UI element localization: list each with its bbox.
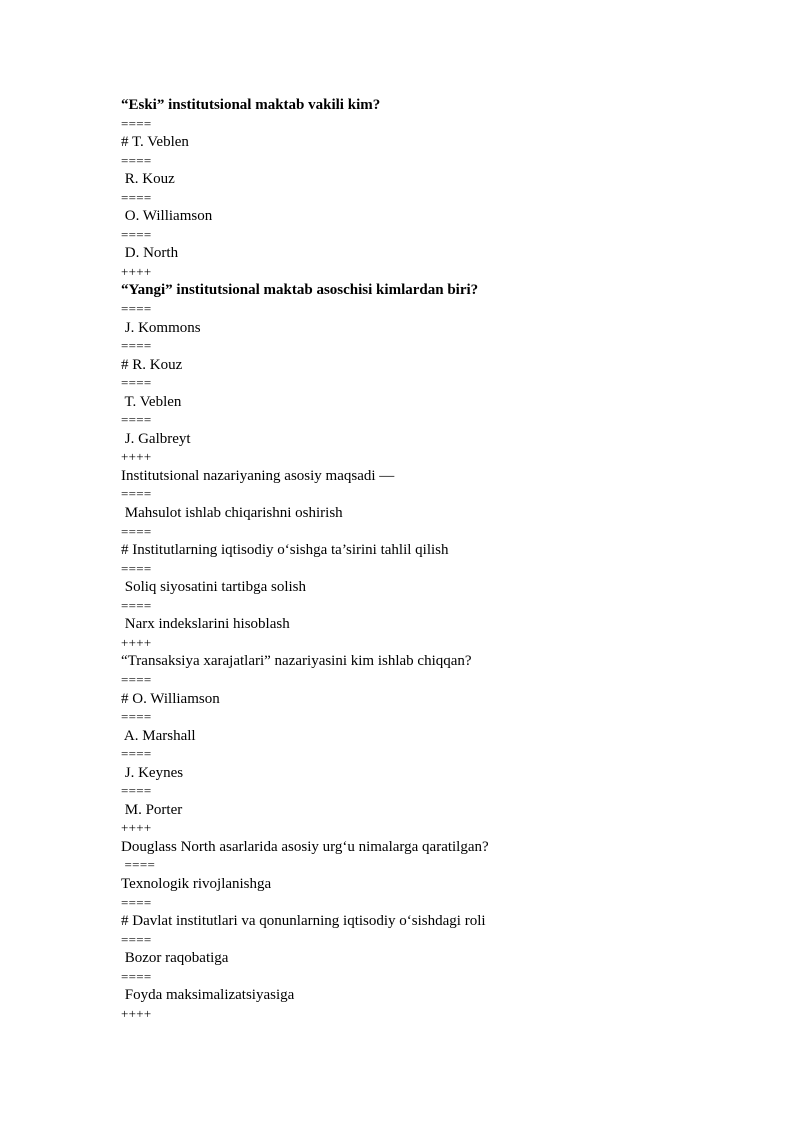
separator-line: ==== [121, 671, 152, 687]
answer-option: A. Marshall [121, 727, 196, 744]
separator-line: ==== [121, 523, 152, 539]
answer-option: R. Kouz [121, 171, 175, 188]
question-text: Institutsional nazariyaning asosiy maqsadi — [121, 467, 395, 484]
separator-line: ==== [121, 783, 152, 799]
separator-line: ==== [121, 746, 152, 762]
separator-line: ++++ [121, 263, 152, 279]
separator-line: ==== [121, 301, 152, 317]
answer-option: # R. Kouz [121, 356, 183, 373]
separator-line: ==== [121, 709, 152, 725]
separator-line: ++++ [121, 449, 152, 465]
separator-line: ==== [121, 486, 152, 502]
answer-option: # Institutlarning iqtisodiy o‘sishga ta’sirini tahlil qilish [121, 542, 449, 559]
answer-option: Texnologik rivojlanishga [121, 875, 272, 892]
answer-option: Soliq siyosatini tartibga solish [121, 579, 307, 596]
separator-line: ==== [121, 338, 152, 354]
answer-option: Foyda maksimalizatsiyasiga [121, 987, 295, 1004]
separator-line: ==== [121, 857, 156, 873]
answer-option: # T. Veblen [121, 134, 189, 151]
separator-line: ==== [121, 894, 152, 910]
answer-option: J. Galbreyt [121, 430, 191, 447]
separator-line: ==== [121, 597, 152, 613]
question-text: “Eski” institutsional maktab vakili kim? [121, 97, 381, 113]
question-text: Douglass North asarlarida asosiy urg‘u nimalarga qaratilgan? [121, 838, 489, 855]
separator-line: ==== [121, 226, 152, 242]
separator-line: ==== [121, 412, 152, 428]
separator-line: ==== [121, 560, 152, 576]
separator-line: ==== [121, 931, 152, 947]
question-text: “Yangi” institutsional maktab asoschisi kimlardan biri? [121, 282, 479, 299]
answer-option: Narx indekslarini hisoblash [121, 616, 290, 633]
question-text: “Transaksiya xarajatlari” nazariyasini kim ishlab chiqqan? [121, 653, 472, 670]
separator-line: ++++ [121, 820, 152, 836]
answer-option: D. North [121, 245, 179, 262]
separator-line: ==== [121, 375, 152, 391]
separator-line: ==== [121, 152, 152, 168]
answer-option: T. Veblen [121, 393, 182, 410]
answer-option: # Davlat institutlari va qonunlarning iqtisodiy o‘sishdagi roli [121, 913, 486, 930]
test-content [121, 96, 761, 1023]
answer-option: # O. Williamson [121, 690, 220, 707]
answer-option: Mahsulot ishlab chiqarishni oshirish [121, 505, 343, 522]
answer-option: Bozor raqobatiga [121, 950, 229, 967]
separator-line: ==== [121, 968, 152, 984]
separator-line: ++++ [121, 1005, 152, 1021]
separator-line: ++++ [121, 634, 152, 650]
answer-option: M. Porter [121, 801, 183, 818]
answer-option: J. Keynes [121, 764, 184, 781]
separator-line: ==== [121, 189, 152, 205]
answer-option: O. Williamson [121, 208, 213, 225]
answer-option: J. Kommons [121, 319, 201, 336]
separator-line: ==== [121, 115, 152, 131]
